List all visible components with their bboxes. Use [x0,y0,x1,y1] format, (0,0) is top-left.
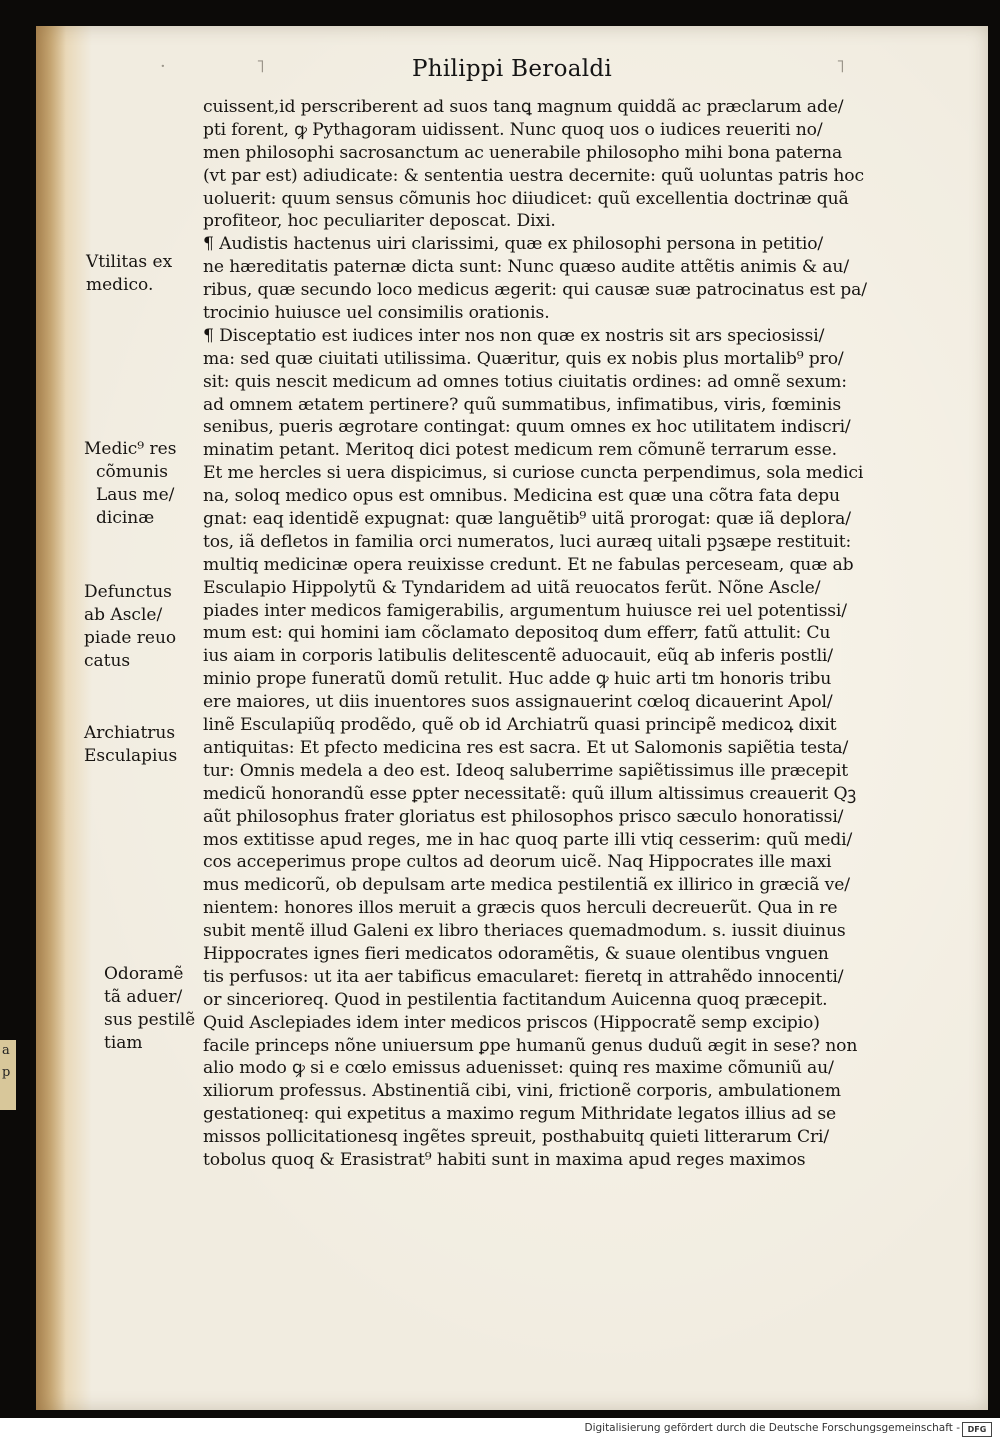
text-line: men philosophi sacrosanctum ac uenerabile philosopho mihi bona paterna [203,142,843,163]
dfg-logo: DFG [962,1422,992,1437]
margin-note-line: dicinæ [96,508,155,528]
margin-note-line: piade reuo [84,628,177,648]
margin-note-utilitas [86,251,172,297]
text-line: ad omnem ætatem pertinere? quũ summatibus, infimatibus, viris, fœminis [203,394,842,415]
text-line: aũt philosophus frater gloriatus est philosophos prisco sæculo honoratissi/ [203,806,844,827]
margin-note-line: tã aduer/ [104,987,183,1007]
footer-bar [0,1418,1000,1440]
margin-note-line: catus [84,651,131,671]
margin-note-line: cõmunis [96,462,168,482]
text-line: ¶ Audistis hactenus uiri clarissimi, quæ ex philosophi persona in petitio/ [203,234,824,255]
margin-note-line: medico. [86,275,154,295]
text-line: nientem: honores illos meruit a græcis quos herculi decreuerũt. Qua in re [203,898,838,919]
text-line: ma: sed quæ ciuitati utilissima. Quæritur, quis ex nobis plus mortalib⁹ pro/ [203,348,844,369]
text-line: tobolus quoq & Erasistrat⁹ habiti sunt in maxima apud reges maximos [203,1149,806,1170]
main-text-block [203,96,963,1172]
margin-note-line: Archiatrus [84,723,176,743]
text-line: alio modo ꝙ si e cœlo emissus aduenisset: quinq res maxime cõmuniũ au/ [203,1058,834,1079]
running-head [160,52,880,92]
margin-note-line: sus pestilẽ [104,1010,196,1030]
text-line: trocinio huiusce uel consimilis orationis. [203,303,550,324]
text-line: ne hæreditatis paternæ dicta sunt: Nunc quæso audite attẽtis animis & au/ [203,257,849,278]
text-line: pti forent, ꝙ Pythagoram uidissent. Nunc quoq uos o iudices reueriti no/ [203,119,823,140]
text-line: tis perfusos: ut ita aer tabificus emacularet: fieretq in attrahẽdo innocenti/ [203,966,844,987]
text-line: ere maiores, ut diis inuentores suos assignauerint cœloq dicauerint Apol/ [203,692,833,713]
text-line: Esculapio Hippolytũ & Tyndaridem ad uitã reuocatos ferũt. Nõne Ascle/ [203,577,821,598]
margin-note-line: Defunctus [84,582,172,602]
text-line: profiteor, hoc peculiariter deposcat. Dixi. [203,211,556,232]
text-line: mos extitisse apud reges, me in hac quoq parte illi vtiq cesserim: quũ medi/ [203,829,853,850]
text-line: Hippocrates ignes fieri medicatos odoramẽtis, & suaue olentibus vnguen [203,943,829,964]
margin-note-line: ab Ascle/ [84,605,163,625]
text-line: na, soloq medico opus est omnibus. Medicina est quæ una cõtra fata depu [203,486,840,507]
text-line: uoluerit: quum sensus cõmunis hoc diiudicet: quũ excellentia doctrinæ quã [203,188,849,209]
text-line: cuissent,id perscriberent ad suos tanꝗ magnum quiddã ac præclarum ade/ [203,97,844,117]
text-line: xiliorum professus. Abstinentiã cibi, vini, frictionẽ corporis, ambulationem [203,1081,841,1102]
text-line: piades inter medicos famigerabilis, argumentum huiusce rei uel potentissi/ [203,600,847,621]
adjacent-page-letter: p [2,1065,11,1080]
margin-note-line: Vtilitas ex [86,252,173,272]
text-line: mum est: qui homini iam cõclamato depositoq dum efferr, fatũ attulit: Cu [203,623,831,644]
margin-note-archiatrus [84,722,177,768]
text-line: ius aiam in corporis latibulis delitescentẽ aduocauit, eũq ab inferis postli/ [203,646,833,667]
text-line: antiquitas: Et pfecto medicina res est sacra. Et ut Salomonis sapiẽtia testa/ [203,737,849,758]
text-line: mus medicorũ, ob depulsam arte medica pestilentiã ex illirico in græciã ve/ [203,875,850,896]
page-title: Philippi Beroaldi [412,56,613,82]
text-line: or sincerioreq. Quod in pestilentia factitandum Auicenna quoq præcepit. [203,989,828,1010]
text-line: senibus, pueris ægrotare contingat: quum omnes ex hoc utilitatem indiscri/ [203,417,851,438]
margin-note-line: Esculapius [84,746,178,766]
text-line: medicũ honorandũ esse ꝑpter necessitatẽ: quũ illum altissimus creauerit Qꝫ [203,783,857,804]
text-line: minatim petant. Meritoq dici potest medicum rem cõmunẽ terrarum esse. [203,440,837,461]
margin-note-line: Laus me/ [96,485,175,505]
text-line: ribus, quæ secundo loco medicus ægerit: qui causæ suæ patrocinatus est pa/ [203,280,867,301]
margin-note-defunctus [84,581,176,673]
margin-note-line: tiam [104,1033,143,1053]
text-line: gestationeq: qui expetitus a maximo regum Mithridate legatos illius ad se [203,1104,837,1125]
adjacent-page-letter: a [2,1043,10,1058]
text-line: Quid Asclepiades idem inter medicos priscos (Hippocratẽ semp excipio) [203,1012,820,1033]
text-line: cos acceperimus prope cultos ad deorum uicẽ. Naq Hippocrates ille maxi [203,852,832,873]
adjacent-page-strip [0,1040,16,1110]
text-line: gnat: eaq identidẽ expugnat: quæ languẽtib⁹ uitã prorogat: quæ iã deplora/ [203,509,851,530]
text-line: linẽ Esculapiũq prodẽdo, quẽ ob id Archiatrũ quasi principẽ medicoꝝ dixit [203,715,837,736]
text-line: subit mentẽ illud Galeni ex libro theriaces quemadmodum. s. iussit diuinus [203,921,846,942]
funding-credit: Digitalisierung gefördert durch die Deutsche Forschungsgemeinschaft - [584,1422,960,1434]
faded-mark: · [160,56,166,77]
text-line: facile princeps nõne uniuersum ꝑpe humanũ genus duduũ ægit in sese? non [203,1035,858,1056]
faded-mark: ˥ [256,56,265,77]
margin-note-odoramenta [104,963,195,1055]
margin-note-line: Odoramẽ [104,964,184,984]
text-line: missos pollicitationesq ingẽtes spreuit, posthabuitq quieti litterarum Cri/ [203,1127,830,1148]
text-line: tos, iã defletos in familia orci numeratos, luci auræq uitali pꝫsæpe restituit: [203,531,852,552]
page-gutter-shadow [36,26,66,1410]
margin-note-line: Medic⁹ res [84,439,177,459]
text-line: ¶ Disceptatio est iudices inter nos non quæ ex nostris sit ars speciosissi/ [203,325,825,346]
text-line: tur: Omnis medela a deo est. Ideoq saluberrime sapiẽtissimus ille præcepit [203,760,849,781]
text-line: minio prope funeratũ domũ retulit. Huc adde ꝙ huic arti tm honoris tribu [203,669,832,690]
text-line: Et me hercles si uera dispicimus, si curiose cuncta perpendimus, sola medici [203,463,864,484]
faded-mark: ˥ [836,56,845,77]
margin-note-medicus [84,438,176,530]
text-line: sit: quis nescit medicum ad omnes totius ciuitatis ordines: ad omnẽ sexum: [203,371,847,392]
text-line: (vt par est) adiudicate: & sententia uestra decernite: quũ uoluntas patris hoc [203,165,864,186]
text-line: multiq medicinæ opera reuixisse credunt. Et ne fabulas perceseam, quæ ab [203,554,854,575]
